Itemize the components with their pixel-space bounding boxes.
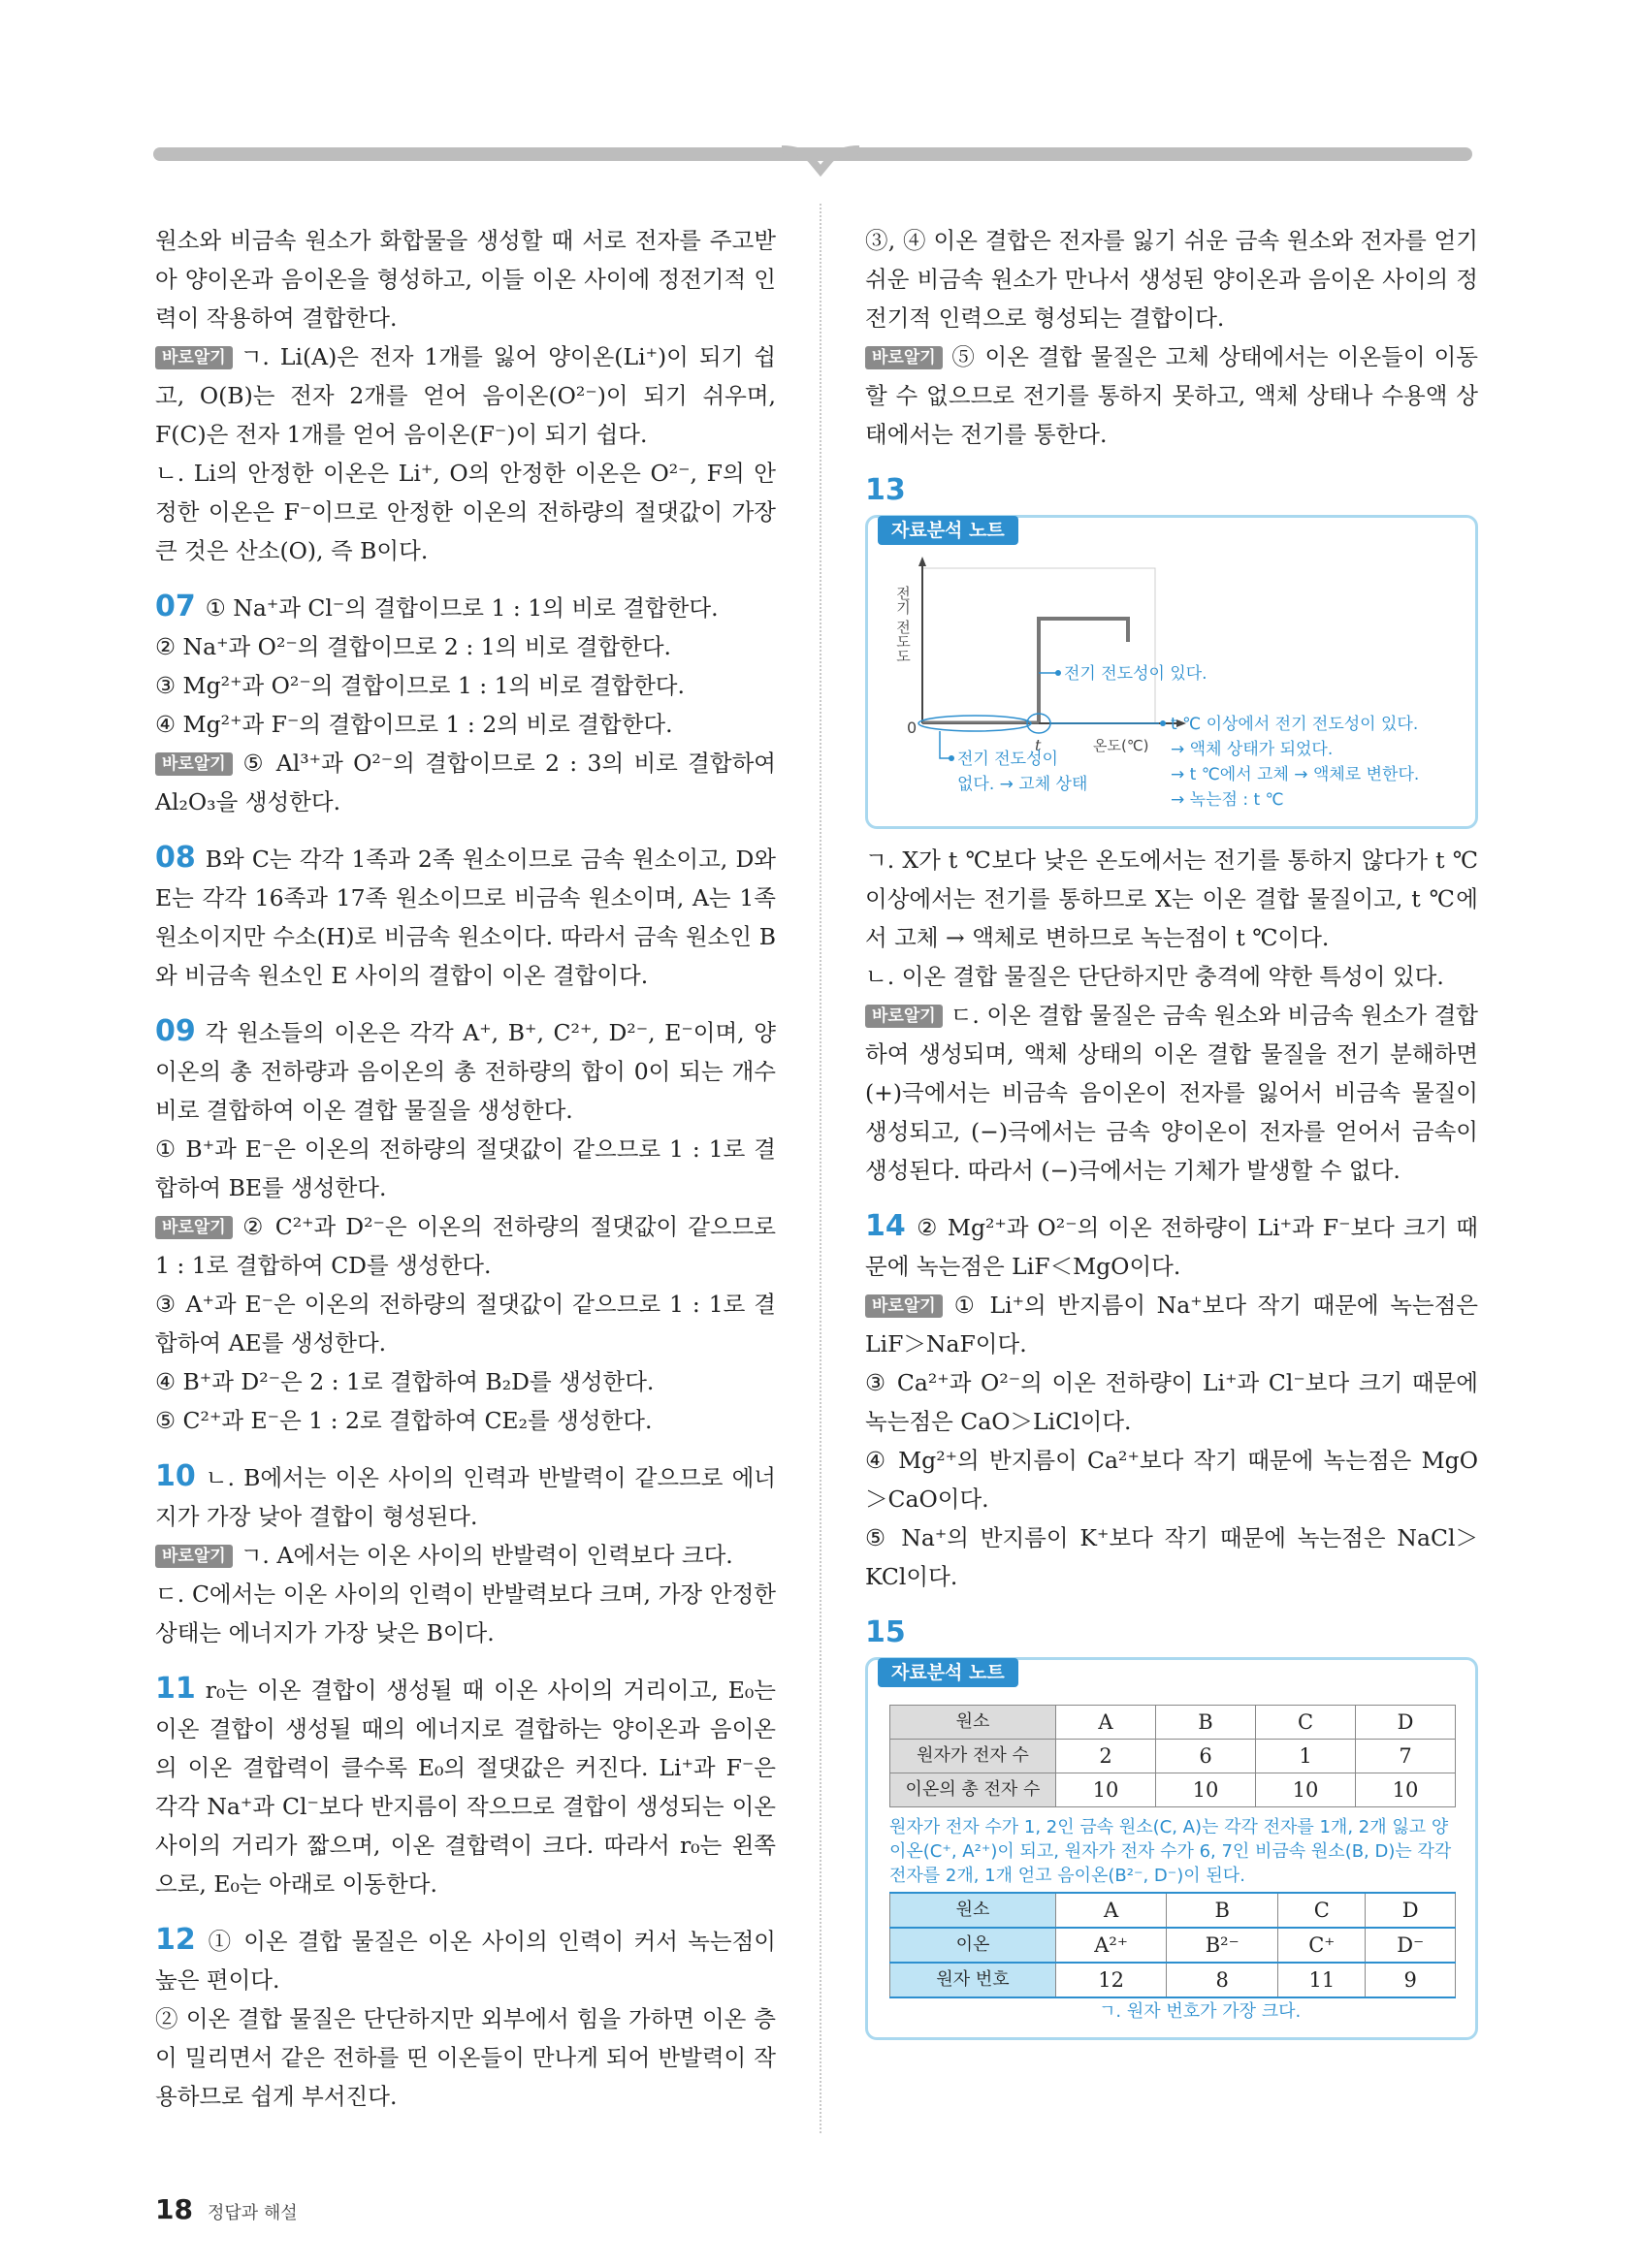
correction-badge: 바로알기 — [865, 1294, 943, 1318]
paragraph-q07e — [155, 744, 776, 821]
paragraph-q12b — [155, 1999, 776, 2116]
question-number: 08 — [155, 841, 196, 875]
paragraph-text: ② Na⁺과 O²⁻의 결합이므로 2 : 1의 비로 결합한다. — [155, 633, 671, 660]
paragraph-t2 — [865, 1286, 1478, 1363]
paragraph-text: ② C²⁺과 D²⁻은 이온의 전하량의 절댓값이 같으므로 1 : 1로 결합하여 CD를 생성한다. — [155, 1213, 776, 1279]
graph-annotation-2d: → 녹는점 : t ℃ — [1171, 790, 1284, 810]
table-footnote: ㄱ. 원자 번호가 가장 크다. — [1099, 2001, 1302, 2022]
correction-badge: 바로알기 — [155, 752, 233, 776]
graph-annotation-2b: → 액체 상태가 되었다. — [1171, 740, 1334, 759]
page-footer-label: 정답과 해설 — [208, 2203, 298, 2223]
paragraph-text: 각 원소들의 이온은 각각 A⁺, B⁺, C²⁺, D²⁻, E⁻이며, 양이온의 총 전하량과 음이온의 총 전하량의 합이 0이 되는 개수비로 결합하여 이온 결합 물질을 생성한다. — [155, 1019, 776, 1124]
paragraph-text: ㄱ. A에서는 이온 사이의 반발력이 인력보다 크다. — [240, 1542, 733, 1569]
paragraph-q07a — [155, 588, 776, 627]
right-column — [865, 221, 1478, 2048]
question-number: 12 — [155, 1923, 196, 1957]
graph-annotation-3a: 전기 전도성이 — [957, 750, 1058, 769]
question-number: 15 — [865, 1615, 906, 1649]
table-row — [890, 1773, 1456, 1807]
question-15 — [865, 1613, 1478, 2040]
paragraph-t4 — [865, 1441, 1478, 1518]
correction-badge: 바로알기 — [155, 1545, 233, 1568]
table-cell: A²⁺ — [1056, 1928, 1167, 1963]
table-row — [890, 1963, 1456, 1997]
table-cell: 6 — [1156, 1740, 1256, 1773]
conductivity-graph — [868, 518, 1475, 820]
paragraph-text: ① 이온 결합 물질은 이온 사이의 인력이 커서 녹는점이 높은 편이다. — [155, 1928, 776, 1994]
paragraph-text: 원소와 비금속 원소가 화합물을 생성할 때 서로 전자를 주고받아 양이온과 음이온을 형성하고, 이들 이온 사이에 정전기적 인력이 작용하여 결합한다. — [155, 227, 776, 332]
paragraph-text: ② 이온 결합 물질은 단단하지만 외부에서 힘을 가하면 이온 층이 밀리면서 같은 전하를 띤 이온들이 만나게 되어 반발력이 작용하므로 쉽게 부서진다. — [155, 2005, 776, 2110]
table-cell: 10 — [1356, 1773, 1456, 1807]
paragraph-p3 — [155, 454, 776, 570]
table-cell: 11 — [1278, 1963, 1366, 1997]
paragraph-text: ㄷ. C에서는 이온 사이의 인력이 반발력보다 크며, 가장 안정한 상태는 에너지가 가장 낮은 B이다. — [155, 1581, 776, 1646]
correction-badge: 바로알기 — [865, 346, 943, 369]
paragraph-q09f — [155, 1401, 776, 1440]
question-number: 11 — [155, 1672, 196, 1706]
paragraph-text: ⑤ 이온 결합 물질은 고체 상태에서는 이온들이 이동할 수 없으므로 전기를 통하지 못하고, 액체 상태나 수용액 상태에서는 전기를 통한다. — [865, 343, 1478, 448]
graph-xlabel: 온도(℃) — [1093, 737, 1149, 754]
graph-annotation-1: 전기 전도성이 있다. — [1064, 664, 1207, 684]
paragraph-p1 — [155, 221, 776, 337]
graph-t-mark: t — [1035, 736, 1042, 754]
paragraph-text: ⑤ Al³⁺과 O²⁻의 결합이므로 2 : 3의 비로 결합하여 Al₂O₃을 생성한다. — [155, 750, 776, 815]
table-cell: C — [1256, 1706, 1356, 1740]
paragraph-t5 — [865, 1518, 1478, 1596]
question-number: 07 — [155, 590, 196, 623]
question-number: 13 — [865, 473, 906, 507]
graph-ylabel: 전기 전도도 — [894, 586, 912, 663]
question-number: 14 — [865, 1209, 906, 1243]
table-cell: 10 — [1256, 1773, 1356, 1807]
paragraph-s1 — [865, 841, 1478, 957]
table-cell: A — [1056, 1893, 1167, 1928]
paragraph-text: ① B⁺과 E⁻은 이온의 전하량의 절댓값이 같으므로 1 : 1로 결합하여 BE를 생성한다. — [155, 1135, 776, 1201]
table-cell: 7 — [1356, 1740, 1456, 1773]
table-cell: 2 — [1056, 1740, 1156, 1773]
top-rule-notch — [782, 144, 859, 178]
ion-table — [889, 1892, 1456, 1998]
note-tag: 자료분석 노트 — [878, 516, 1018, 545]
table-explanation: 원자가 전자 수가 1, 2인 금속 원소(C, A)는 각각 전자를 1개, 2개 잃고 양이온(C⁺, A²⁺)이 되고, 원자가 전자 수가 6, 7인 비금속 원소(B, D)는 각각 전자를 2개, 1개 얻고 음이온(B²⁻, D⁻)이 된다. — [889, 1817, 1452, 1886]
table-cell: 8 — [1167, 1963, 1278, 1997]
paragraph-text: B와 C는 각각 1족과 2족 원소이므로 금속 원소이고, D와 E는 각각 16족과 17족 원소이므로 비금속 원소이며, A는 1족 원소이지만 수소(H)로 비금속 원소이다. 따라서 금속 원소인 B와 비금속 원소인 E 사이의 결합이 이온 결합이다. — [155, 846, 776, 989]
paragraph-q09b — [155, 1130, 776, 1207]
paragraph-r2 — [865, 337, 1478, 454]
table-cell: C⁺ — [1278, 1928, 1366, 1963]
paragraph-q10b — [155, 1536, 776, 1575]
question-number: 09 — [155, 1014, 196, 1048]
paragraph-q09a — [155, 1012, 776, 1130]
graph-annotation-3b: 없다. → 고체 상태 — [957, 775, 1088, 794]
paragraph-text: ① Na⁺과 Cl⁻의 결합이므로 1 : 1의 비로 결합한다. — [205, 594, 719, 622]
question-14 — [865, 1207, 1478, 1596]
graph-origin: 0 — [907, 719, 918, 737]
paragraph-q09c — [155, 1207, 776, 1285]
table-cell: B — [1167, 1893, 1278, 1928]
paragraph-s3 — [865, 996, 1478, 1190]
paragraph-q07d — [155, 705, 776, 744]
paragraph-t1 — [865, 1207, 1478, 1286]
table-row — [890, 1928, 1456, 1963]
paragraph-text: ④ Mg²⁺과 F⁻의 결합이므로 1 : 2의 비로 결합한다. — [155, 711, 673, 738]
paragraph-text: ㄴ. B에서는 이온 사이의 인력과 반발력이 같으므로 에너지가 가장 낮아 결합이 형성된다. — [155, 1464, 776, 1530]
table-cell: 12 — [1056, 1963, 1167, 1997]
graph-annotation-2a: t ℃ 이상에서 전기 전도성이 있다. — [1171, 715, 1419, 734]
table-cell: D — [1366, 1893, 1456, 1928]
valence-electron-table — [889, 1705, 1456, 1807]
paragraph-q08 — [155, 839, 776, 995]
paragraph-text: ㄴ. Li의 안정한 이온은 Li⁺, O의 안정한 이온은 O²⁻, F의 안정한 이온은 F⁻이므로 안정한 이온의 전하량의 절댓값이 가장 큰 것은 산소(O), 즉 B이다. — [155, 460, 776, 564]
paragraph-q07c — [155, 666, 776, 705]
row-header-cell: 이온 — [890, 1928, 1056, 1963]
paragraph-text: ㄴ. 이온 결합 물질은 단단하지만 충격에 약한 특성이 있다. — [865, 963, 1444, 990]
page-number: 18 — [155, 2193, 193, 2225]
correction-badge: 바로알기 — [155, 1216, 233, 1239]
table-cell: 10 — [1156, 1773, 1256, 1807]
table-cell: D — [1356, 1706, 1456, 1740]
left-column — [155, 221, 776, 2116]
row-header-cell: 원자가 전자 수 — [890, 1740, 1056, 1773]
table-cell: 9 — [1366, 1963, 1456, 1997]
table-row — [890, 1740, 1456, 1773]
paragraph-text: ③ Ca²⁺과 O²⁻의 이온 전하량이 Li⁺과 Cl⁻보다 크기 때문에 녹는점은 CaO＞LiCl이다. — [865, 1369, 1478, 1435]
question-number: 10 — [155, 1459, 196, 1493]
paragraph-p2 — [155, 337, 776, 454]
paragraph-text: ⑤ Na⁺의 반지름이 K⁺보다 작기 때문에 녹는점은 NaCl＞KCl이다. — [865, 1524, 1478, 1590]
paragraph-r1 — [865, 221, 1478, 337]
row-header-cell: 원소 — [890, 1893, 1056, 1928]
correction-badge: 바로알기 — [865, 1005, 943, 1028]
paragraph-text: ④ Mg²⁺의 반지름이 Ca²⁺보다 작기 때문에 녹는점은 MgO＞CaO이다. — [865, 1447, 1478, 1513]
analysis-note-15 — [865, 1657, 1478, 2040]
table-row — [890, 1893, 1456, 1928]
paragraph-text: ⑤ C²⁺과 E⁻은 1 : 2로 결합하여 CE₂를 생성한다. — [155, 1407, 653, 1434]
table-cell: A — [1056, 1706, 1156, 1740]
correction-badge: 바로알기 — [155, 346, 233, 369]
paragraph-s2 — [865, 957, 1478, 996]
paragraph-q10a — [155, 1457, 776, 1536]
paragraph-q09d — [155, 1285, 776, 1362]
table-row — [890, 1706, 1456, 1740]
table-cell: B — [1156, 1706, 1256, 1740]
paragraph-text: ④ B⁺과 D²⁻은 2 : 1로 결합하여 B₂D를 생성한다. — [155, 1368, 655, 1395]
paragraph-text: ③, ④ 이온 결합은 전자를 잃기 쉬운 금속 원소와 전자를 얻기 쉬운 비금속 원소가 만나서 생성된 양이온과 음이온 사이의 정전기적 인력으로 형성되는 결합이다. — [865, 227, 1478, 332]
paragraph-text: r₀는 이온 결합이 생성될 때 이온 사이의 거리이고, E₀는 이온 결합이 생성될 때의 에너지로 결합하는 양이온과 음이온의 이온 결합력이 클수록 E₀의 절댓값은 커진다. Li⁺과 F⁻은 각각 Na⁺과 Cl⁻보다 반지름이 작으므로 결합이 생성되는 이온 사이의 거리가 짧으며, 이온 결합력이 크다. 따라서 r₀는 왼쪽으로, E₀는 아래로 이동한다. — [155, 1677, 776, 1898]
note-tag: 자료분석 노트 — [878, 1658, 1018, 1687]
paragraph-text: ② Mg²⁺과 O²⁻의 이온 전하량이 Li⁺과 F⁻보다 크기 때문에 녹는점은 LiF＜MgO이다. — [865, 1214, 1478, 1280]
paragraph-text: ③ A⁺과 E⁻은 이온의 전하량의 절댓값이 같으므로 1 : 1로 결합하여 AE를 생성한다. — [155, 1291, 776, 1357]
paragraph-t3 — [865, 1363, 1478, 1441]
table-cell: D⁻ — [1366, 1928, 1456, 1963]
graph-annotation-2c: → t ℃에서 고체 → 액체로 변한다. — [1171, 765, 1420, 784]
row-header-cell: 원자 번호 — [890, 1963, 1056, 1997]
paragraph-text: ① Li⁺의 반지름이 Na⁺보다 작기 때문에 녹는점은 LiF＞NaF이다. — [865, 1292, 1478, 1358]
table-cell: B²⁻ — [1167, 1928, 1278, 1963]
row-header-cell: 원소 — [890, 1706, 1056, 1740]
question-13 — [865, 471, 1478, 1190]
column-divider — [820, 204, 821, 2133]
paragraph-text: ㄱ. Li(A)은 전자 1개를 잃어 양이온(Li⁺)이 되기 쉽고, O(B)는 전자 2개를 얻어 음이온(O²⁻)이 되기 쉬우며, F(C)은 전자 1개를 얻어 음이온(F⁻)이 되기 쉽다. — [155, 343, 776, 448]
paragraph-text: ③ Mg²⁺과 O²⁻의 결합이므로 1 : 1의 비로 결합한다. — [155, 672, 685, 699]
paragraph-q12a — [155, 1921, 776, 1999]
paragraph-q10c — [155, 1575, 776, 1652]
row-header-cell: 이온의 총 전자 수 — [890, 1773, 1056, 1807]
table-cell: C — [1278, 1893, 1366, 1928]
table-cell: 1 — [1256, 1740, 1356, 1773]
paragraph-text: ㄷ. 이온 결합 물질은 금속 원소와 비금속 원소가 결합하여 생성되며, 액체 상태의 이온 결합 물질을 전기 분해하면 (+)극에서는 비금속 음이온이 전자를 잃어서 비금속 물질이 생성되고, (−)극에서는 금속 양이온이 전자를 얻어서 금속이 생성된다. 따라서 (−)극에서는 기체가 발생할 수 없다. — [865, 1002, 1478, 1184]
table-cell: 10 — [1056, 1773, 1156, 1807]
paragraph-q11 — [155, 1670, 776, 1903]
paragraph-text: ㄱ. X가 t ℃보다 낮은 온도에서는 전기를 통하지 않다가 t ℃ 이상에서는 전기를 통하므로 X는 이온 결합 물질이고, t ℃에서 고체 → 액체로 변하므로 녹는점이 t ℃이다. — [865, 847, 1478, 951]
analysis-note-13 — [865, 515, 1478, 829]
paragraph-q09e — [155, 1362, 776, 1401]
paragraph-q07b — [155, 627, 776, 666]
